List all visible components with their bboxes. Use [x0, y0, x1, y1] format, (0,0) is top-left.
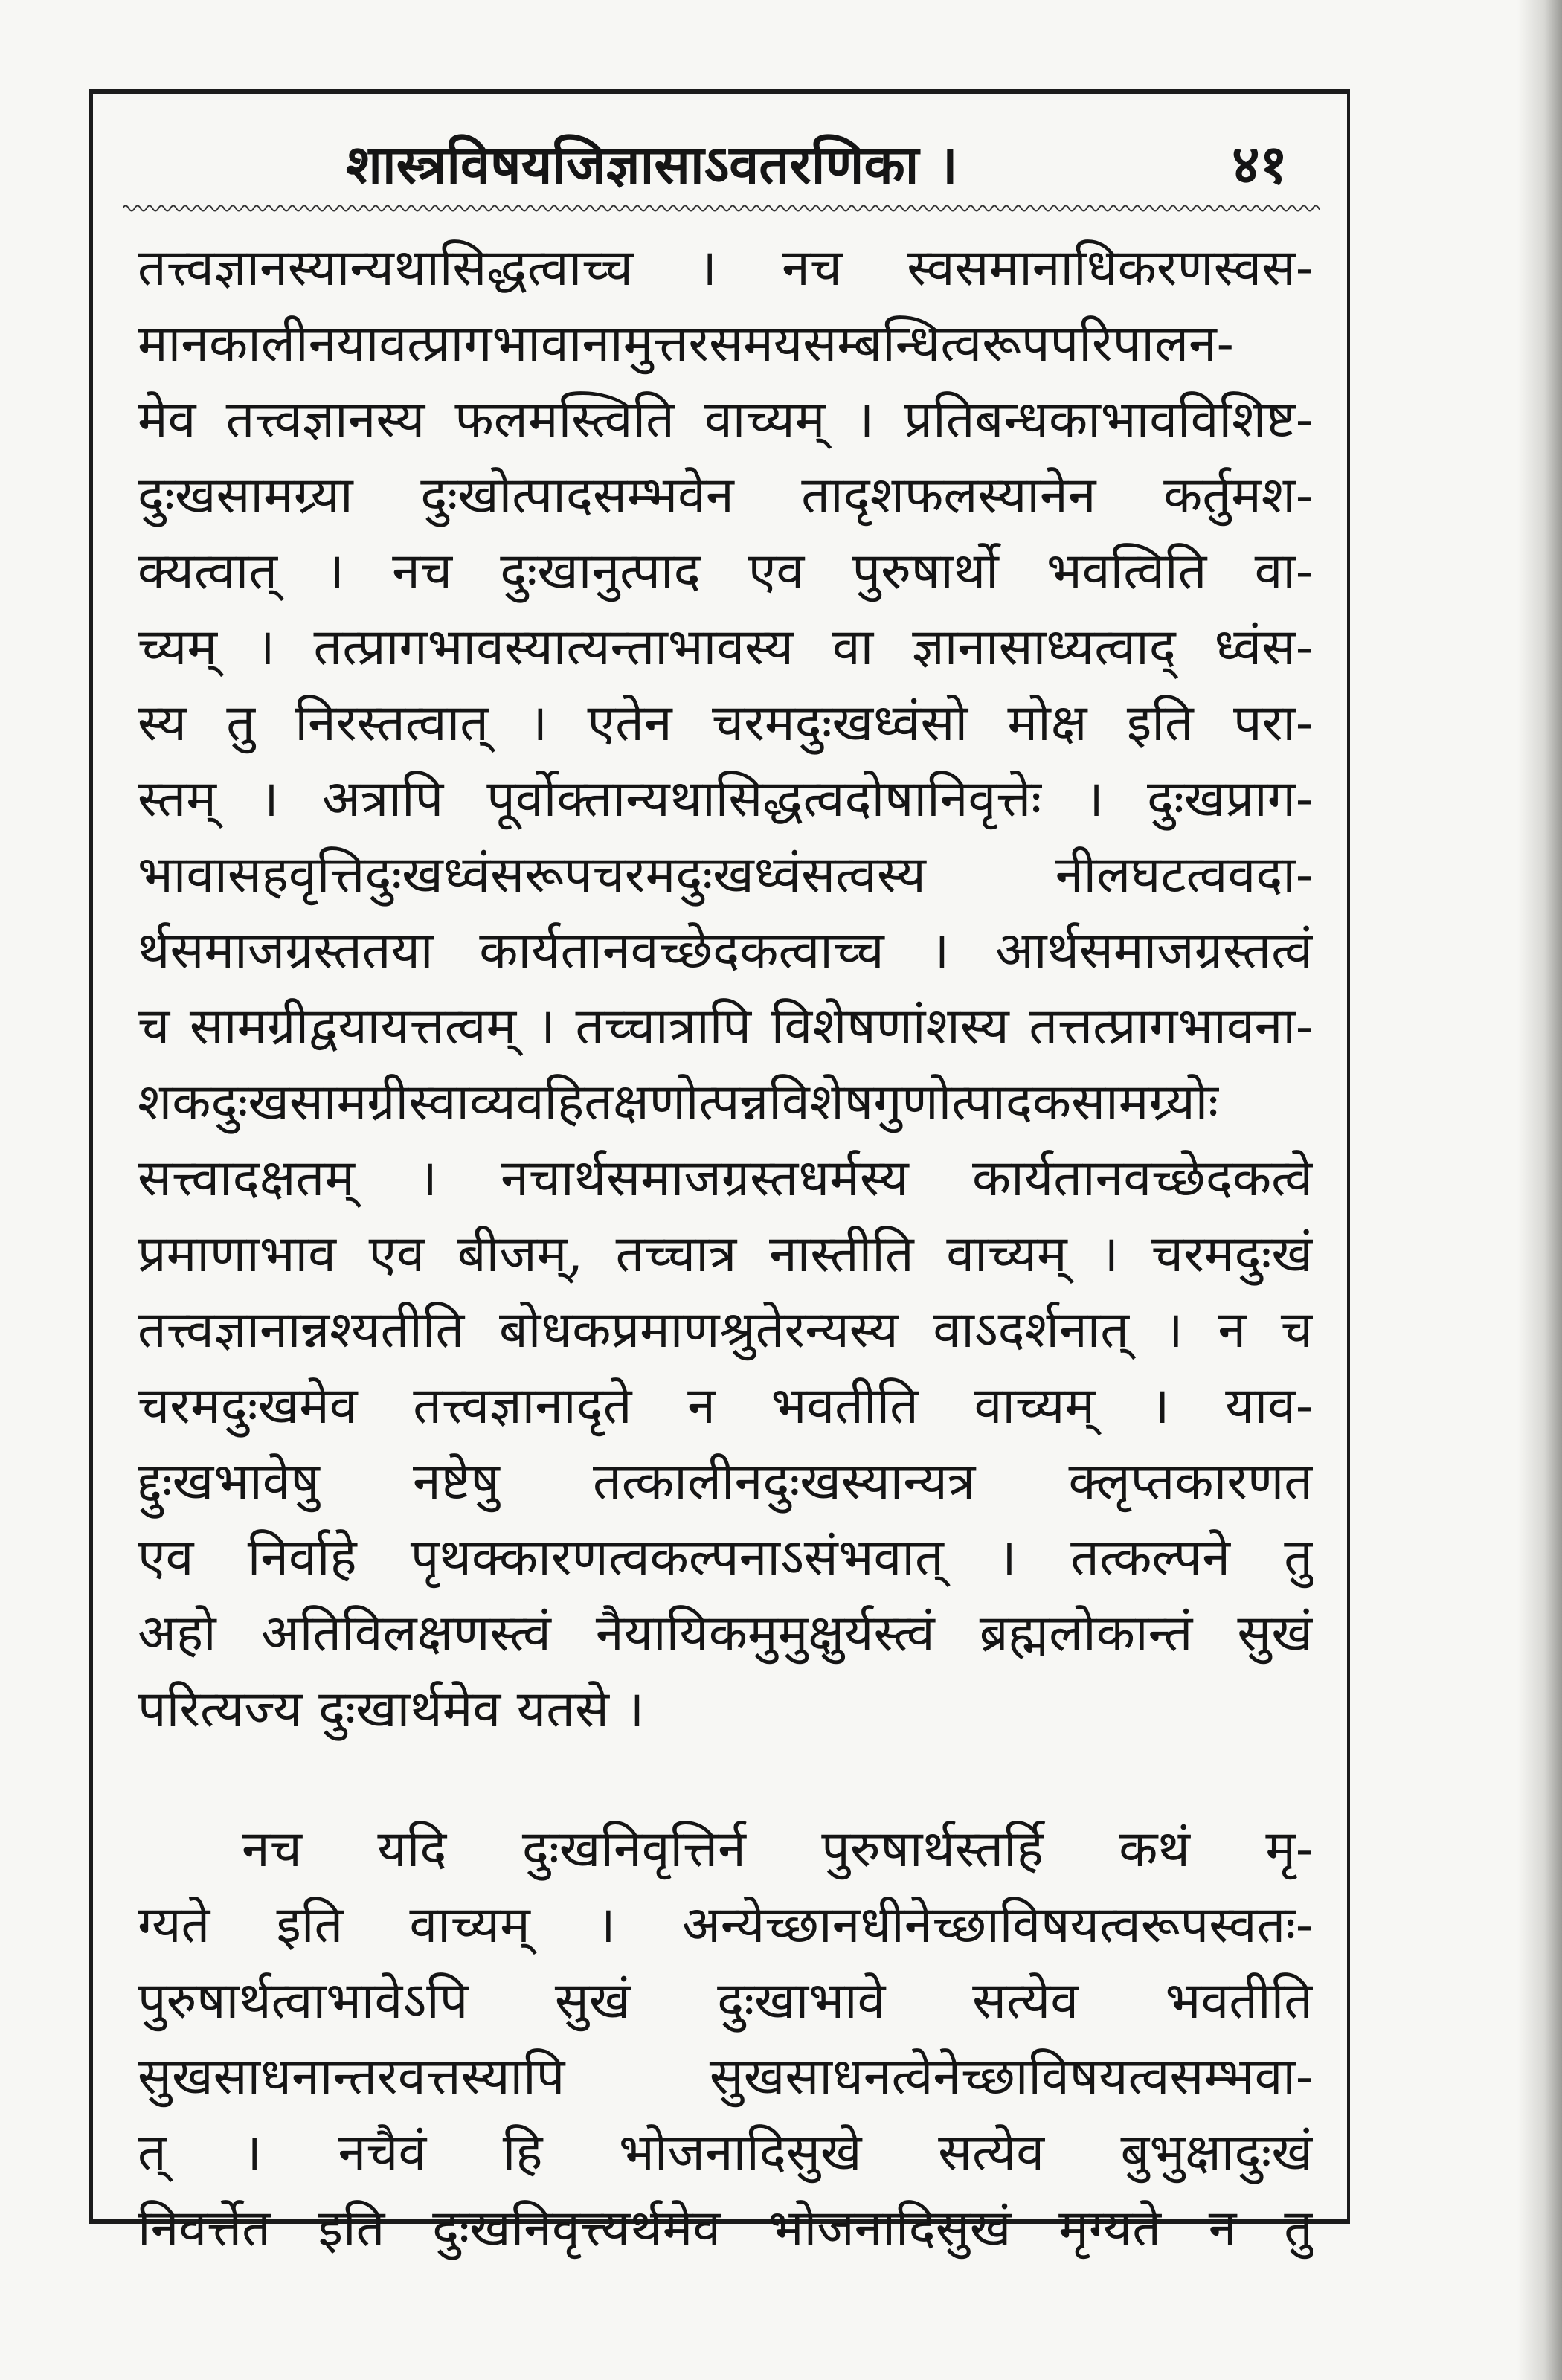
text-line: चरमदुःखमेव तत्त्वज्ञानादृते न भवतीति वाच्यम् । याव-: [138, 1377, 1313, 1435]
running-title: शास्त्रविषयजिज्ञासाऽवतरणिका ।: [346, 132, 958, 196]
text-line: त् । नचैवं हि भोजनादिसुखे सत्येव बुभुक्षादुःखं: [138, 2123, 1313, 2182]
text-block: [138, 231, 1313, 2267]
text-line: सत्त्वादक्षतम् । नचार्थसमाजग्रस्तधर्मस्य कार्यतानवच्छेदकत्वे: [138, 1149, 1313, 1208]
paragraph-gap: [138, 1748, 1313, 1812]
page-edge-shadow: [1517, 0, 1562, 2380]
text-line: नच यदि दुःखनिवृत्तिर्न पुरुषार्थस्तर्हि कथं मृ-: [242, 1820, 1313, 1879]
page-number: ४१: [1232, 132, 1288, 196]
text-line: तत्त्वज्ञानस्यान्यथासिद्धत्वाच्च । नच स्वसमानाधिकरणस्वस-: [138, 239, 1313, 298]
text-line: एव निर्वाहे पृथक्कारणत्वकल्पनाऽसंभवात् । तत्कल्पने तु: [138, 1528, 1313, 1587]
text-line: तत्त्वज्ञानान्नश्यतीति बोधकप्रमाणश्रुतेरन्यस्य वाऽदर्शनात् । न च: [138, 1301, 1313, 1360]
text-line: मेव तत्त्वज्ञानस्य फलमस्त्विति वाच्यम् । प्रतिबन्धकाभावविशिष्ट-: [138, 390, 1313, 449]
text-line: र्थसमाजग्रस्ततया कार्यतानवच्छेदकत्वाच्च । आर्थसमाजग्रस्तत्वं: [138, 922, 1313, 980]
text-line: निवर्त्तेत इति दुःखनिवृत्त्यर्थमेव भोजनादिसुखं मृग्यते न तु: [138, 2199, 1313, 2258]
text-line: परित्यज्य दुःखार्थमेव यतसे ।: [138, 1680, 645, 1739]
text-line: ग्यते इति वाच्यम् । अन्येच्छानधीनेच्छाविषयत्वरूपस्वतः-: [138, 1896, 1313, 1955]
text-line: पुरुषार्थत्वाभावेऽपि सुखं दुःखाभावे सत्येव भवतीति: [138, 1972, 1313, 2030]
text-line: स्तम् । अत्रापि पूर्वोक्तान्यथासिद्धत्वदोषानिवृत्तेः । दुःखप्राग-: [138, 770, 1313, 829]
text-line: द्दुःखभावेषु नष्टेषु तत्कालीनदुःखस्यान्यत्र क्लृप्तकारणत: [138, 1453, 1313, 1511]
text-line: दुःखसामग्र्या दुःखोत्पादसम्भवेन तादृशफलस्यानेन कर्तुमश-: [138, 466, 1313, 525]
page-frame: [89, 89, 1350, 2258]
text-line: शकदुःखसामग्रीस्वाव्यवहितक्षणोत्पन्नविशेषगुणोत्पादकसामग्र्योः: [138, 1073, 1219, 1132]
top-rule: [93, 89, 1347, 94]
wavy-rule: [123, 201, 1320, 216]
text-line: क्यत्वात् । नच दुःखानुत्पाद एव पुरुषार्थो भवत्विति वा-: [138, 542, 1313, 601]
text-line: भावासहवृत्तिदुःखध्वंसरूपचरमदुःखध्वंसत्वस्य नीलघटत्ववदा-: [138, 846, 1313, 904]
paragraph-1: [138, 231, 1313, 1748]
paragraph-2: [138, 1812, 1313, 2267]
text-line: च सामग्रीद्वयायत्तत्वम् । तच्चात्रापि विशेषणांशस्य तत्तत्प्रागभावना-: [138, 997, 1313, 1056]
text-line: अहो अतिविलक्षणस्त्वं नैयायिकमुमुक्षुर्यस्त्वं ब्रह्मलोकान्तं सुखं: [138, 1604, 1313, 1663]
text-line: च्यम् । तत्प्रागभावस्यात्यन्ताभावस्य वा ज्ञानासाध्यत्वाद् ध्वंस-: [138, 618, 1313, 677]
text-line: स्य तु निरस्तत्वात् । एतेन चरमदुःखध्वंसो मोक्ष इति परा-: [138, 694, 1313, 753]
running-head: [93, 119, 1347, 201]
text-line: सुखसाधनान्तरवत्तस्यापि सुखसाधनत्वेनेच्छाविषयत्वसम्भवा-: [138, 2048, 1313, 2106]
text-line: मानकालीनयावत्प्रागभावानामुत्तरसमयसम्बन्धित्वरूपपरिपालन-: [138, 315, 1234, 373]
text-line: प्रमाणाभाव एव बीजम्, तच्चात्र नास्तीति वाच्यम् । चरमदुःखं: [138, 1225, 1313, 1284]
